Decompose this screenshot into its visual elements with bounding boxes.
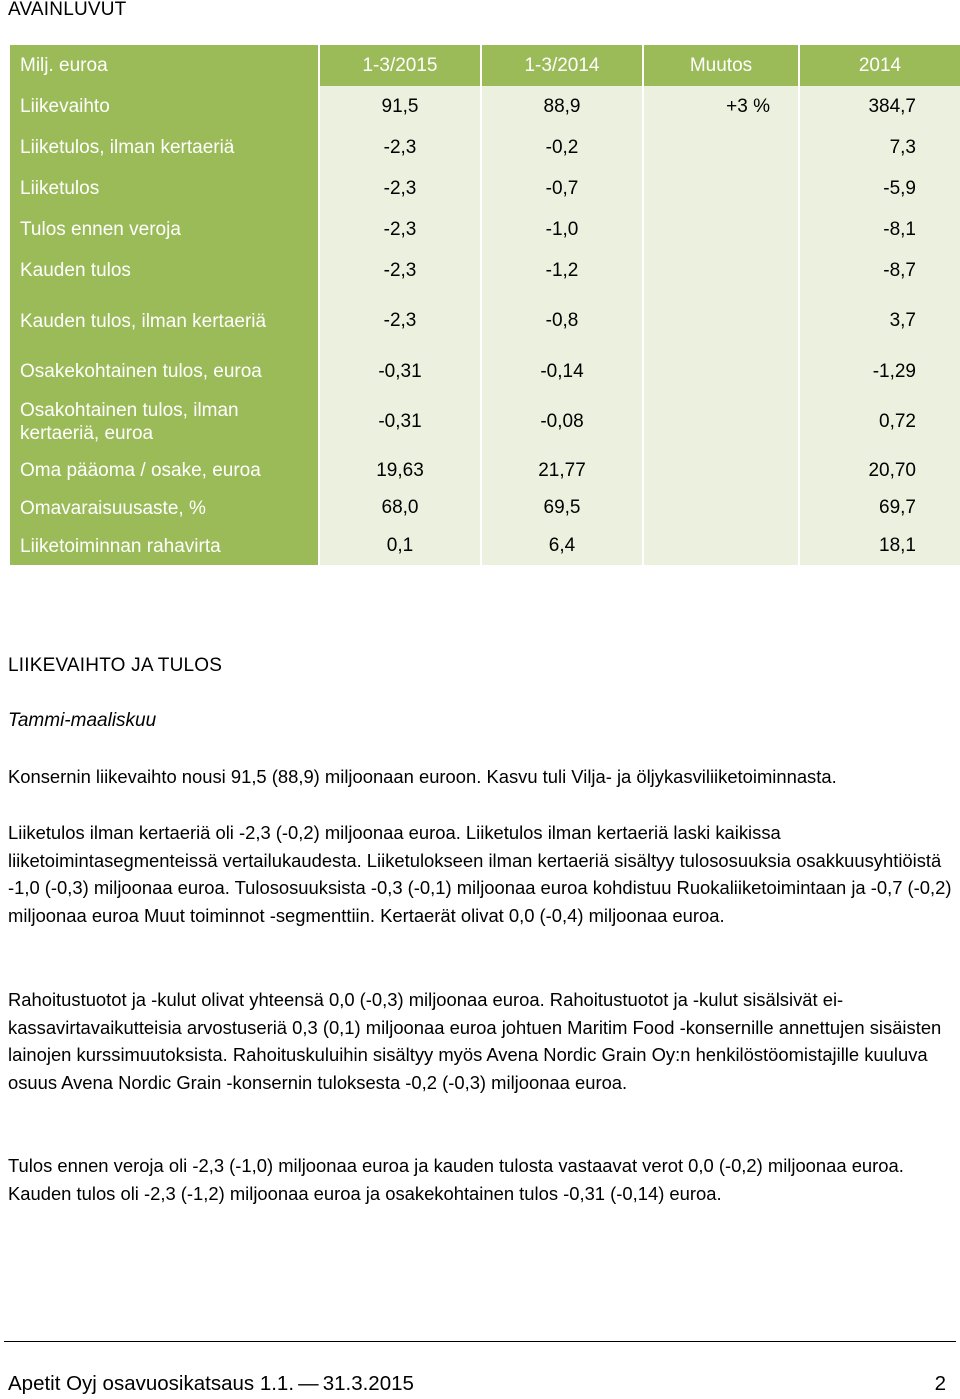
- table-row: [10, 527, 960, 565]
- cell-2014: 3,7: [800, 291, 960, 351]
- footer-divider: [4, 1341, 956, 1342]
- table-row: [10, 250, 960, 291]
- row-label: Tulos ennen veroja: [10, 209, 318, 250]
- header-cell: Muutos: [644, 45, 798, 86]
- cell-q1-2015: -0,31: [320, 351, 480, 392]
- section-heading-revenue-result: LIIKEVAIHTO JA TULOS: [8, 655, 223, 676]
- cell-change: [644, 168, 798, 209]
- table-row: [10, 86, 960, 127]
- cell-change: +3 %: [644, 86, 798, 127]
- row-label: Liikevaihto: [10, 86, 318, 127]
- row-label: Liiketoiminnan rahavirta: [10, 527, 318, 565]
- cell-q1-2014: -0,8: [482, 291, 642, 351]
- paragraph-revenue: Konsernin liikevaihto nousi 91,5 (88,9) miljoonaan euroon. Kasvu tuli Vilja- ja öljykasviliiketoiminnasta.: [8, 766, 837, 787]
- paragraph-result-before-tax: Tulos ennen veroja oli -2,3 (-1,0) miljoonaa euroa ja kauden tulosta vastaavat verot 0,0 (-0,2) miljoonaa euroa. Kauden tulos oli -2,3 (-1,2) miljoonaa euroa ja osakekohtainen tulos -0,31 (-0,14) euroa.: [8, 1155, 904, 1204]
- row-label: Liiketulos: [10, 168, 318, 209]
- cell-q1-2015: 91,5: [320, 86, 480, 127]
- cell-2014: -8,7: [800, 250, 960, 291]
- cell-q1-2014: 88,9: [482, 86, 642, 127]
- page-number: 2: [934, 1372, 946, 1395]
- cell-q1-2014: -0,08: [482, 392, 642, 452]
- cell-q1-2015: -2,3: [320, 291, 480, 351]
- cell-q1-2015: 0,1: [320, 527, 480, 565]
- cell-q1-2015: -2,3: [320, 168, 480, 209]
- table-row: [10, 392, 960, 452]
- cell-q1-2014: 21,77: [482, 452, 642, 489]
- cell-change: [644, 291, 798, 351]
- cell-2014: -1,29: [800, 351, 960, 392]
- footer-title: Apetit Oyj osavuosikatsaus 1.1. — 31.3.2015: [8, 1372, 414, 1395]
- cell-q1-2015: -2,3: [320, 250, 480, 291]
- table-row: [10, 168, 960, 209]
- cell-q1-2015: -2,3: [320, 127, 480, 168]
- table-row: [10, 209, 960, 250]
- cell-q1-2015: -0,31: [320, 392, 480, 452]
- row-label: Liiketulos, ilman kertaeriä: [10, 127, 318, 168]
- cell-q1-2014: -1,0: [482, 209, 642, 250]
- cell-change: [644, 127, 798, 168]
- cell-2014: 18,1: [800, 527, 960, 565]
- cell-change: [644, 250, 798, 291]
- header-cell: 1-3/2014: [482, 45, 642, 86]
- cell-change: [644, 489, 798, 527]
- row-label: Kauden tulos: [10, 250, 318, 291]
- section-heading-key-figures: AVAINLUVUT: [8, 0, 127, 20]
- cell-change: [644, 452, 798, 489]
- header-cell: Milj. euroa: [10, 45, 318, 86]
- cell-change: [644, 351, 798, 392]
- cell-q1-2014: 6,4: [482, 527, 642, 565]
- table-header-row: [10, 45, 960, 86]
- cell-change: [644, 527, 798, 565]
- table-row: [10, 291, 960, 351]
- cell-q1-2014: -0,2: [482, 127, 642, 168]
- cell-q1-2014: -0,14: [482, 351, 642, 392]
- row-label: Oma pääoma / osake, euroa: [10, 452, 318, 489]
- table-row: [10, 351, 960, 392]
- cell-q1-2015: -2,3: [320, 209, 480, 250]
- cell-2014: -5,9: [800, 168, 960, 209]
- cell-change: [644, 209, 798, 250]
- cell-q1-2014: 69,5: [482, 489, 642, 527]
- row-label: Omavaraisuusaste, %: [10, 489, 318, 527]
- row-label: Osakohtainen tulos, ilman kertaeriä, euroa: [10, 392, 318, 452]
- cell-2014: 7,3: [800, 127, 960, 168]
- period-subheading: Tammi-maaliskuu: [8, 710, 157, 731]
- paragraph-financial-items: Rahoitustuotot ja -kulut olivat yhteensä 0,0 (-0,3) miljoonaa euroa. Rahoitustuotot ja -kulut sisälsivät ei-kassavirtavaikutteisia arvostuseriä 0,3 (0,1) miljoonaa euroa johtuen Maritim Food -konsernille annettujen sisäisten lainojen kurssimuutoksista. Rahoituskuluihin sisältyy myös Avena Nordic Grain Oy:n henkilöstöomistajille kuuluva osuus Avena Nordic Grain -konsernin tuloksesta -0,2 (-0,3) miljoonaa euroa.: [8, 989, 942, 1093]
- cell-change: [644, 392, 798, 452]
- paragraph-operating-result: Liiketulos ilman kertaeriä oli -2,3 (-0,2) miljoonaa euroa. Liiketulos ilman kertaeriä laski kaikissa liiketoimintasegmenteissä vertailukaudesta. Liiketulokseen ilman kertaeriä sisältyy tulososuuksia osakkuusyhtiöistä -1,0 (-0,3) miljoonaa euroa. Tulososuuksista -0,3 (-0,1) miljoonaa euroa kohdistuu Ruokaliiketoimintaan ja -0,7 (-0,2) miljoonaa euroa Muut toiminnot -segmenttiin. Kertaerät olivat 0,0 (-0,4) miljoonaa euroa.: [8, 822, 952, 926]
- cell-2014: 69,7: [800, 489, 960, 527]
- table-row: [10, 452, 960, 489]
- cell-2014: -8,1: [800, 209, 960, 250]
- row-label: Kauden tulos, ilman kertaeriä: [10, 291, 318, 351]
- cell-q1-2015: 68,0: [320, 489, 480, 527]
- cell-2014: 20,70: [800, 452, 960, 489]
- header-cell: 2014: [800, 45, 960, 86]
- row-label: Osakekohtainen tulos, euroa: [10, 351, 318, 392]
- table-row: [10, 127, 960, 168]
- cell-2014: 384,7: [800, 86, 960, 127]
- key-figures-table: [8, 45, 960, 565]
- cell-q1-2015: 19,63: [320, 452, 480, 489]
- cell-q1-2014: -1,2: [482, 250, 642, 291]
- table-row: [10, 489, 960, 527]
- cell-q1-2014: -0,7: [482, 168, 642, 209]
- cell-2014: 0,72: [800, 392, 960, 452]
- header-cell: 1-3/2015: [320, 45, 480, 86]
